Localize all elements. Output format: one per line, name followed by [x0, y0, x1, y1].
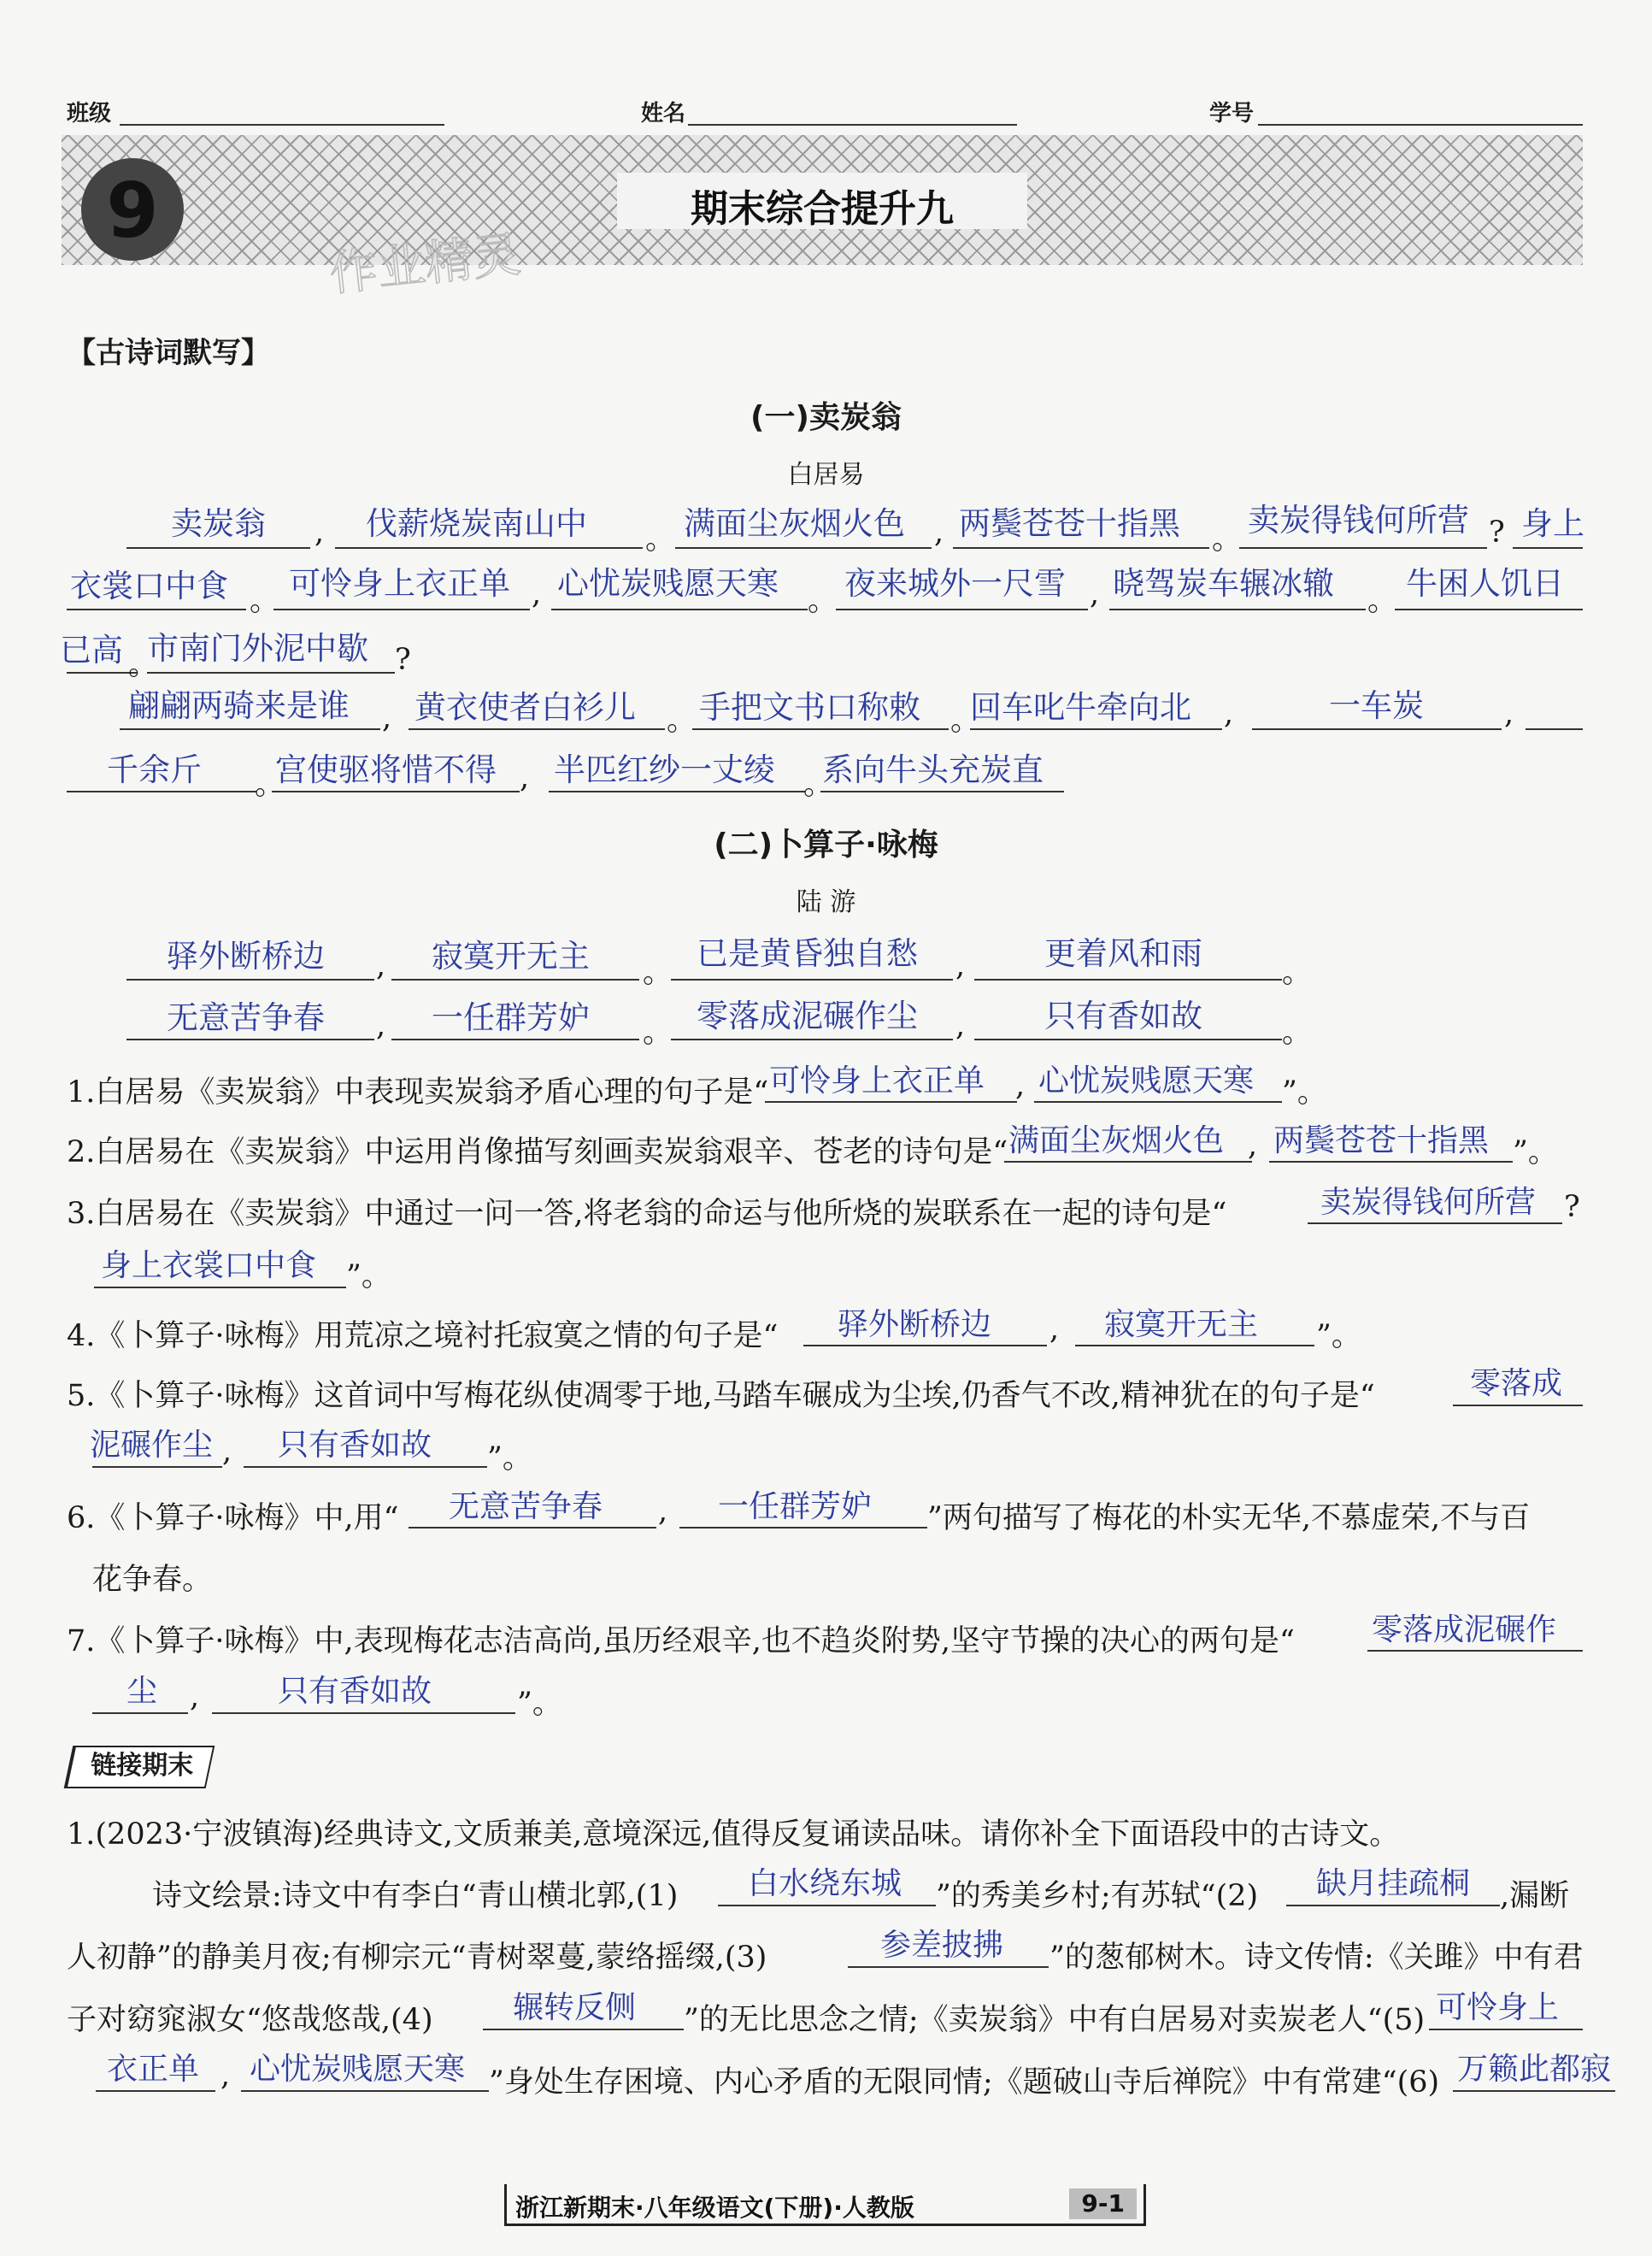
punct: 。 [643, 956, 673, 990]
blank[interactable] [67, 609, 246, 610]
blank[interactable] [272, 791, 520, 792]
punct: 。 [1367, 584, 1398, 618]
poem2-author: 陆 游 [796, 887, 856, 917]
q5-end: ”。 [487, 1441, 532, 1476]
punct: , [955, 949, 966, 983]
p-blank-5a[interactable] [1429, 2029, 1583, 2030]
blank[interactable] [1239, 547, 1487, 549]
p-line4-comma: , [220, 2059, 231, 2093]
q4-end: ”。 [1316, 1319, 1361, 1353]
blank[interactable] [1395, 609, 1583, 610]
answer: 千余斤 [107, 751, 202, 788]
q7-end: ”。 [517, 1687, 562, 1721]
punct: ? [395, 643, 411, 677]
answer: 黄衣使者白衫儿 [414, 689, 636, 726]
page-title: 期末综合提升九 [691, 187, 954, 231]
q3-answer-1: 卖炭得钱何所营 [1320, 1185, 1537, 1220]
p-blank-1[interactable] [718, 1905, 936, 1906]
p-blank-2[interactable] [1286, 1905, 1500, 1906]
q2-blank-1[interactable] [1004, 1161, 1252, 1163]
blank[interactable] [549, 791, 805, 792]
q1-blank-2[interactable] [1034, 1101, 1282, 1103]
p-blank-5b[interactable] [96, 2090, 215, 2092]
punct: 。 [950, 704, 981, 738]
punct: , [1090, 577, 1100, 611]
comma: , [1015, 1069, 1026, 1103]
punct: , [1504, 697, 1514, 731]
q5-blank-1b[interactable] [92, 1466, 222, 1468]
answer: 驿外断桥边 [167, 938, 325, 975]
punct: 。 [803, 768, 834, 802]
punct: 。 [645, 522, 676, 557]
blank[interactable] [974, 1039, 1282, 1040]
blank[interactable] [671, 1039, 953, 1040]
q2-end: ”。 [1513, 1135, 1558, 1169]
q3-text: 3.白居易在《卖炭翁》中通过一问一答,将老翁的命运与他所烧的炭联系在一起的诗句是“ [67, 1197, 1227, 1231]
p-answer-5b: 衣正单 [107, 2052, 200, 2087]
answer: 翩翩两骑来是谁 [128, 687, 350, 724]
watermark-logo: 作业精灵 [326, 227, 524, 303]
blank[interactable] [551, 609, 808, 610]
q2-blank-2[interactable] [1269, 1161, 1513, 1163]
q2-text: 2.白居易在《卖炭翁》中运用肖像描写刻画卖炭翁艰辛、苍老的诗句是“ [67, 1135, 1008, 1169]
blank[interactable] [953, 547, 1209, 549]
p-line1-a: 诗文绘景:诗文中有李白“青山横北郭,(1) [152, 1879, 679, 1913]
answer: 牛困人饥日 [1406, 565, 1564, 602]
section2-heading-label: 链接期末 [91, 1751, 194, 1781]
q5-answer-1a: 零落成 [1470, 1366, 1563, 1401]
q7-blank-1a[interactable] [1367, 1650, 1583, 1652]
p-line1-b: ”的秀美乡村;有苏轼“(2) [936, 1879, 1259, 1913]
answer: 无意苦争春 [167, 999, 325, 1036]
blank[interactable] [120, 728, 380, 730]
q3-end: ”。 [346, 1259, 391, 1293]
q5-blank-1a[interactable] [1453, 1405, 1583, 1406]
blank[interactable] [126, 547, 310, 549]
answer: 回车叱牛牵向北 [970, 689, 1191, 726]
q6-answer-1: 无意苦争春 [449, 1489, 603, 1524]
answer: 已高 [60, 632, 123, 669]
p-answer-6: 万籁此都寂 [1457, 2052, 1612, 2087]
answer: 心忧炭贱愿天寒 [557, 565, 779, 602]
q2-answer-1: 满面尘灰烟火色 [1008, 1123, 1225, 1158]
answer: 身上 [1521, 505, 1584, 542]
punct: , [376, 1009, 386, 1043]
q4-answer-1: 驿外断桥边 [838, 1307, 992, 1342]
answer: 卖炭翁 [171, 505, 266, 542]
q1-answer-2: 心忧炭贱愿天寒 [1038, 1063, 1255, 1099]
punct: , [520, 761, 530, 795]
blank[interactable] [692, 728, 949, 730]
p-blank-5c[interactable] [241, 2090, 489, 2092]
p-answer-5a: 可怜身上 [1436, 1990, 1560, 2025]
blank[interactable] [1513, 547, 1583, 549]
q7-answer-2: 只有香如故 [278, 1674, 432, 1709]
blank[interactable] [67, 672, 137, 674]
p-answer-1: 白水绕东城 [748, 1866, 902, 1901]
name-label: 姓名 [641, 101, 686, 127]
answer: 卖炭得钱何所营 [1248, 502, 1469, 539]
footer-book: 浙江新期末·八年级语文(下册)·人教版 [515, 2194, 914, 2222]
punct: , [315, 515, 325, 550]
name-field[interactable] [688, 124, 1017, 126]
q3-blank-1[interactable] [1308, 1222, 1562, 1224]
punct: 。 [643, 1016, 673, 1050]
answer: 晓驾炭车辗冰辙 [1113, 565, 1334, 602]
p-answer-2: 缺月挂疏桐 [1316, 1866, 1471, 1901]
q4-text: 4.《卜算子·咏梅》用荒凉之境衬托寂寞之情的句子是“ [67, 1319, 779, 1353]
p-answer-5c: 心忧炭贱愿天寒 [250, 2052, 466, 2087]
blank[interactable] [273, 609, 530, 610]
blank[interactable] [970, 728, 1222, 730]
answer: 满面尘灰烟火色 [684, 505, 905, 542]
q3-mid: ? [1564, 1190, 1580, 1224]
punct: , [532, 577, 542, 611]
q1-end: ”。 [1282, 1075, 1327, 1110]
comma: , [1049, 1312, 1060, 1346]
answer: 零落成泥碾作尘 [697, 998, 918, 1034]
punct: , [934, 515, 944, 550]
blank[interactable] [67, 791, 256, 792]
blank[interactable] [391, 1039, 639, 1040]
answer: 市南门外泥中歇 [147, 630, 368, 667]
section2-q1-text: 1.(2023·宁波镇海)经典诗文,文质兼美,意境深远,值得反复诵读品味。请你补全下面语段中的古诗文。 [67, 1817, 1400, 1852]
answer: 只有香如故 [1044, 998, 1202, 1034]
punct: 。 [1282, 1016, 1313, 1050]
blank[interactable] [126, 1039, 374, 1040]
q1-answer-1: 可怜身上衣正单 [769, 1063, 985, 1099]
q6-text: 6.《卜算子·咏梅》中,用“ [67, 1501, 399, 1535]
answer: 寂寞开无主 [432, 938, 590, 975]
answer: 夜来城外一尺雪 [844, 565, 1066, 602]
answer: 两鬓苍苍十指黑 [959, 505, 1180, 542]
p-answer-3: 参差披拂 [880, 1928, 1004, 1963]
answer: 更着风和雨 [1044, 935, 1202, 972]
comma: , [190, 1680, 200, 1714]
q7-text: 7.《卜算子·咏梅》中,表现梅花志洁高尚,虽历经艰辛,也不趋炎附势,坚守节操的决心的两句是“ [67, 1624, 1295, 1658]
q4-blank-2[interactable] [1075, 1345, 1314, 1346]
p-blank-6[interactable] [1453, 2090, 1615, 2092]
blank[interactable] [1109, 609, 1366, 610]
p-blank-3[interactable] [848, 1966, 1049, 1968]
answer: 半匹红纱一丈绫 [554, 751, 775, 788]
q1-blank-1[interactable] [765, 1101, 1017, 1103]
p-answer-4: 辗转反侧 [513, 1990, 637, 2025]
answer: 一车炭 [1329, 687, 1424, 724]
q7-answer-1b: 尘 [126, 1674, 158, 1709]
punct: 。 [250, 584, 280, 618]
p-line4-b: ”身处生存困境、内心矛盾的无限同情;《题破山寺后禅院》中有常建“(6) [489, 2065, 1440, 2100]
q3-blank-2[interactable] [94, 1287, 346, 1288]
p-line3-a: 子对窈窕淑女“悠哉悠哉,(4) [67, 2003, 433, 2037]
punct: ? [1489, 515, 1505, 550]
q2-answer-2: 两鬓苍苍十指黑 [1273, 1123, 1490, 1158]
p-line1-c: ,漏断 [1500, 1879, 1570, 1913]
blank[interactable] [409, 728, 665, 730]
punct: , [955, 1009, 966, 1043]
q4-answer-2: 寂寞开无主 [1104, 1307, 1259, 1342]
blank[interactable] [836, 609, 1088, 610]
section-heading-poetry: 【古诗词默写】 [67, 336, 270, 370]
answer: 伐薪烧炭南山中 [366, 505, 587, 542]
punct: , [1224, 697, 1234, 731]
comma: , [222, 1434, 232, 1469]
blank[interactable] [1252, 728, 1502, 730]
q5-answer-1b: 泥碾作尘 [90, 1428, 214, 1463]
answer: 可怜身上衣正单 [289, 565, 510, 602]
comma: , [658, 1494, 668, 1529]
punct: 。 [808, 584, 838, 618]
q6-blank-2[interactable] [679, 1527, 927, 1529]
q3-answer-2: 身上衣裳口中食 [101, 1248, 317, 1283]
q6-line2: 花争春。 [92, 1563, 213, 1597]
q7-blank-2[interactable] [212, 1712, 515, 1714]
unit-number: 9 [106, 167, 159, 255]
punct: 。 [1282, 956, 1313, 990]
p-line3-b: ”的无比思念之情;《卖炭翁》中有白居易对卖炭老人“(5) [684, 2003, 1426, 2037]
poem1-title: (一)卖炭翁 [750, 400, 902, 435]
punct: 。 [667, 704, 697, 738]
punct: 。 [128, 648, 159, 682]
q1-text: 1.白居易《卖炭翁》中表现卖炭翁矛盾心理的句子是“ [67, 1075, 769, 1110]
footer-page-badge: 9-1 [1069, 2188, 1137, 2219]
poem2-title: (二)卜算子·咏梅 [714, 828, 938, 863]
comma: , [1248, 1128, 1258, 1163]
blank[interactable] [974, 979, 1282, 981]
answer: 衣裳口中食 [70, 568, 228, 604]
q5-text: 5.《卜算子·咏梅》这首词中写梅花纵使凋零于地,马踏车碾成为尘埃,仍香气不改,精神犹在的句子是“ [67, 1379, 1375, 1413]
blank[interactable] [820, 791, 1064, 792]
q4-blank-1[interactable] [803, 1345, 1047, 1346]
blank[interactable] [675, 547, 932, 549]
q6-blank-1[interactable] [409, 1527, 656, 1529]
punct: 。 [255, 768, 285, 802]
punct: , [382, 701, 392, 735]
class-label: 班级 [67, 101, 112, 127]
section-heading-link-exam [64, 1746, 215, 1788]
punct: , [376, 949, 386, 983]
punct: 。 [1212, 522, 1243, 557]
class-field[interactable] [120, 124, 444, 126]
blank[interactable] [391, 979, 639, 981]
answer: 手把文书口称敕 [699, 689, 920, 726]
blank[interactable] [335, 547, 643, 549]
q5-answer-2: 只有香如故 [278, 1428, 432, 1463]
q6-answer-2: 一任群芳妒 [718, 1489, 873, 1524]
student-no-field[interactable] [1258, 124, 1583, 126]
answer: 系向牛头充炭直 [822, 751, 1044, 788]
footer-box [504, 2184, 1146, 2226]
p-line2-b: ”的葱郁树木。诗文传情:《关雎》中有君 [1049, 1941, 1584, 1975]
blank[interactable] [126, 979, 374, 981]
title-banner [62, 135, 1583, 265]
q7-blank-1b[interactable] [92, 1712, 188, 1714]
poem1-author: 白居易 [787, 460, 865, 490]
student-no-label: 学号 [1209, 101, 1255, 127]
q6-rest: ”两句描写了梅花的朴实无华,不慕虚荣,不与百 [927, 1501, 1531, 1535]
answer: 已是黄昏独自愁 [697, 935, 918, 972]
q5-blank-2[interactable] [244, 1466, 487, 1468]
blank[interactable] [1526, 728, 1583, 730]
answer: 一任群芳妒 [432, 999, 590, 1036]
p-blank-4[interactable] [483, 2029, 684, 2030]
blank[interactable] [671, 979, 953, 981]
answer: 宫使驱将惜不得 [275, 751, 497, 788]
q7-answer-1a: 零落成泥碾作 [1372, 1612, 1557, 1647]
p-line2-a: 人初静”的静美月夜;有柳宗元“青树翠蔓,蒙络摇缀,(3) [67, 1941, 767, 1975]
blank[interactable] [147, 672, 395, 674]
